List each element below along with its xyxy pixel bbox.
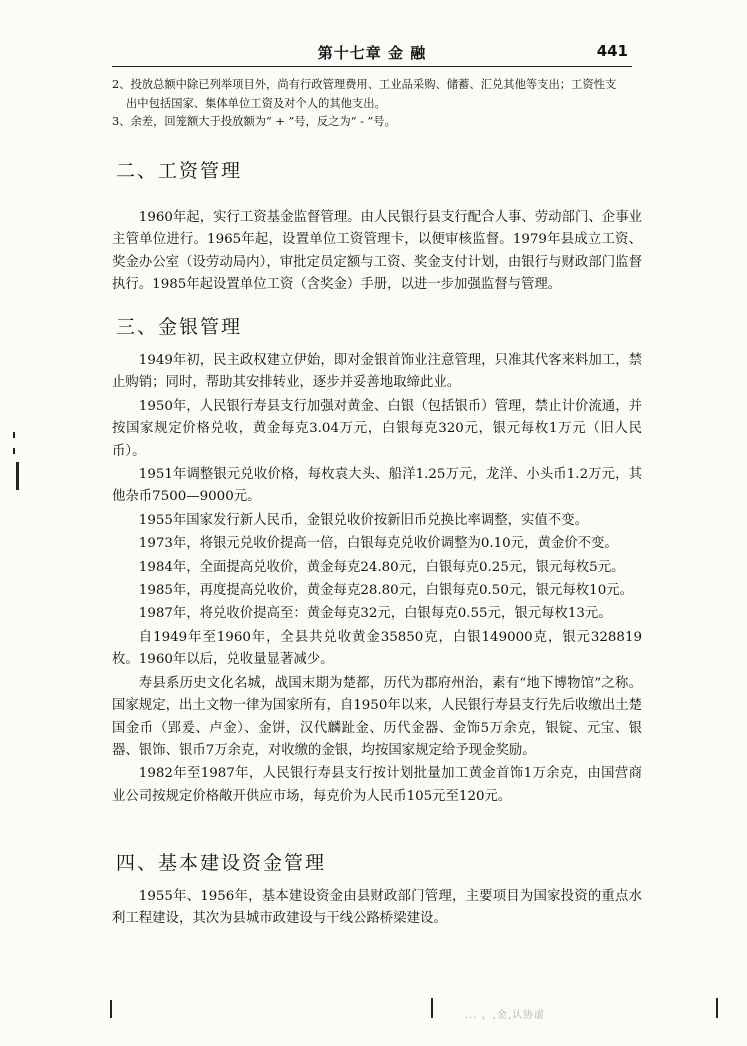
- paragraph: 寿县系历史文化名城，战国末期为楚都，历代为郡府州治，素有“地下博物馆”之称。国家规定，出土文物一律为国家所有，自1950年以来，人民银行寿县支行先后收缴出土楚国金币（郢爰、卢金）、金饼，汉代麟趾金、历代金器、金饰5万余克，银锭、元宝、银器、银饰、银币7万余克，对收缴的金银，均按国家规定给予现金奖励。: [112, 675, 642, 758]
- paragraph: 1973年，将银元兑收价提高一倍，白银每克兑收价调整为0.10元，黄金价不变。: [138, 536, 618, 552]
- page-number: 441: [596, 42, 628, 60]
- paragraph: 1955年、1956年，基本建设资金由县财政部门管理，主要项目为国家投资的重点水利工程建设，其次为县城市政建设与干线公路桥梁建设。: [112, 889, 642, 927]
- note-3: 3、余差，回笼额大于投放额为“ + ”号，反之为“ - ”号。: [112, 115, 396, 128]
- paragraph: 自1949年至1960年，全县共兑收黄金35850克，白银149000克，银元328819枚。1960年以后，兑收量显著减少。: [112, 629, 642, 668]
- scan-mark: [13, 432, 15, 438]
- paragraph: 1987年，将兑收价提高至：黄金每克32元，白银每克0.55元，银元每枚13元。: [138, 606, 612, 622]
- faint-footer-text: ... ，,金,认协虚: [465, 1010, 546, 1021]
- scan-mark: [13, 448, 15, 454]
- note-2-continued: 出中包括国家、集体单位工资及对个人的其他支出。: [126, 96, 386, 110]
- chapter-title: 第十七章 金 融: [317, 44, 427, 62]
- paragraph: 1949年初，民主政权建立伊始，即对金银首饰业注意管理，只准其代客来料加工，禁止购销；同时，帮助其安排转业，逐步并妥善地取缔此业。: [112, 353, 642, 391]
- paragraph: 1982年至1987年，人民银行寿县支行按计划批量加工黄金首饰1万余克，由国营商业公司按规定价格敞开供应市场，每克价为人民币105元至120元。: [112, 766, 642, 804]
- paragraph: 1951年调整银元兑收价格，每枚袁大头、船洋1.25万元，龙洋、小头币1.2万元，其他杂币7500—9000元。: [112, 467, 642, 505]
- paragraph: 1984年，全面提高兑收价，黄金每克24.80元，白银每克0.25元，银元每枚5元。: [138, 559, 625, 575]
- scan-mark: [110, 1000, 112, 1018]
- paragraph: 1960年起，实行工资基金监督管理。由人民银行县支行配合人事、劳动部门、企事业主管单位进行。1965年起，设置单位工资管理卡，以便审核监督。1979年县成立工资、奖金办公室（设劳动局内），审批定员定额与工资、奖金支付计划，由银行与财政部门监督执行。1985年起设置单位工资（含奖金）手册，以进一步加强监督与管理。: [112, 210, 642, 293]
- scan-mark: [431, 998, 433, 1018]
- section-body-construction: [112, 886, 642, 934]
- scan-mark: [16, 462, 19, 490]
- section-heading-gold: 三、金银管理: [116, 316, 243, 338]
- section-body-gold: [112, 350, 642, 809]
- paragraph: 1955年国家发行新人民币，金银兑收价按新旧币兑换比率调整，实值不变。: [138, 512, 588, 528]
- section-heading-wage: 二、工资管理: [116, 160, 243, 182]
- note-2: 2、投放总额中除已列举项目外，尚有行政管理费用、工业品采购、储蓄、汇兑其他等支出；工资性支: [112, 78, 617, 91]
- section-body-wage: [112, 207, 642, 300]
- section-heading-construction: 四、基本建设资金管理: [116, 852, 327, 874]
- paragraph: 1985年，再度提高兑收价，黄金每克28.80元，白银每克0.50元，银元每枚10元。: [138, 583, 633, 599]
- table-notes: [112, 76, 636, 132]
- paragraph: 1950年，人民银行寿县支行加强对黄金、白银（包括银币）管理，禁止计价流通，并按国家规定价格兑收，黄金每克3.04万元，白银每克320元，银元每枚1万元（旧人民币）。: [112, 398, 642, 459]
- scan-mark: [716, 998, 718, 1018]
- page-header: [112, 40, 632, 67]
